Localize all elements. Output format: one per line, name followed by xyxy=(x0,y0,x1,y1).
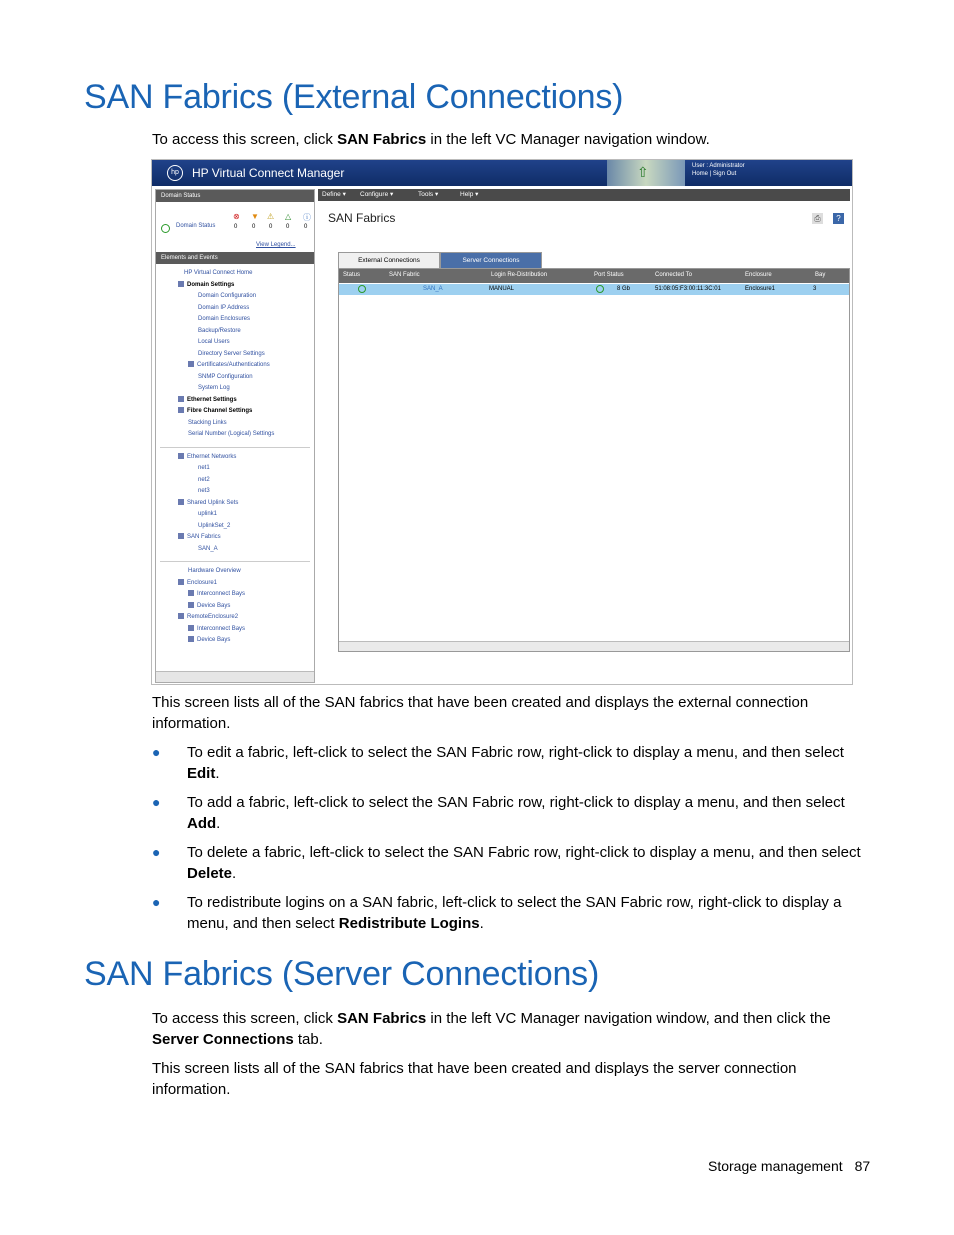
bullet-text: To add a fabric, left-click to select the SAN Fabric row, right-click to display a menu, and then select xyxy=(187,794,845,811)
user-name: User : Administrator xyxy=(692,163,745,169)
major-icon: ▼ xyxy=(251,212,259,221)
banner-graphic xyxy=(607,160,685,186)
main-content xyxy=(318,189,850,681)
tree-item[interactable] xyxy=(156,544,314,556)
tree-item[interactable] xyxy=(156,635,314,647)
tab-server-connections[interactable]: Server Connections xyxy=(440,252,542,268)
tree-item[interactable] xyxy=(156,532,314,544)
tab-external-connections[interactable]: External Connections xyxy=(338,252,440,268)
expand-toggle-icon[interactable] xyxy=(178,281,184,287)
tree-item[interactable] xyxy=(156,395,314,407)
tree-item[interactable] xyxy=(156,452,314,464)
status-count: 0 xyxy=(269,224,273,230)
tree-item-label: net3 xyxy=(198,488,210,494)
tree-separator xyxy=(160,557,310,562)
hp-logo-icon: hp xyxy=(167,165,183,181)
expand-toggle-icon[interactable] xyxy=(178,396,184,402)
ok-status-icon xyxy=(161,224,170,233)
bullet-bold: Edit xyxy=(187,765,216,782)
external-intro xyxy=(152,129,867,150)
tree-item-label: Domain Configuration xyxy=(198,293,257,299)
tree-item[interactable] xyxy=(156,429,314,441)
table-horizontal-scrollbar[interactable] xyxy=(339,641,849,651)
tree-item[interactable] xyxy=(156,303,314,315)
footer-section: Storage management xyxy=(708,1158,843,1174)
tree-item-label: Domain IP Address xyxy=(198,304,250,311)
tree-item-label: UplinkSet_2 xyxy=(198,522,231,529)
tree-item[interactable] xyxy=(156,624,314,636)
login-redistribution-cell: MANUAL xyxy=(489,286,515,292)
view-legend-link[interactable]: View Legend... xyxy=(256,242,296,248)
bullet-text: . xyxy=(479,915,484,932)
expand-toggle-icon[interactable] xyxy=(188,590,194,596)
tree-item[interactable] xyxy=(156,383,314,395)
page-footer xyxy=(708,1158,870,1174)
app-titlebar xyxy=(152,160,852,186)
domain-status-link[interactable]: Domain Status xyxy=(176,223,216,229)
bullet-item xyxy=(152,792,867,834)
tree-item-label: net2 xyxy=(198,476,210,483)
status-count: 0 xyxy=(252,224,256,230)
expand-toggle-icon[interactable] xyxy=(178,453,184,459)
section-heading-external: SAN Fabrics (External Connections) xyxy=(84,78,624,116)
tree-item-label: Domain Settings xyxy=(187,281,235,288)
tree-item-label: SAN Fabrics xyxy=(187,534,221,540)
tree-item-label: Serial Number (Logical) Settings xyxy=(188,431,275,437)
enclosure-cell: Enclosure1 xyxy=(745,286,776,292)
tree-item-label: uplink1 xyxy=(198,511,218,517)
tree-item-label: HP Virtual Connect Home xyxy=(184,270,253,276)
user-info xyxy=(692,162,745,178)
bullet-icon: ● xyxy=(152,794,161,810)
tree-item-label: net1 xyxy=(198,465,210,471)
menu-item[interactable]: Help ▾ xyxy=(460,191,479,198)
elements-events-header-label: Elements and Events xyxy=(161,255,218,261)
bullet-bold: Add xyxy=(187,815,217,832)
tree-item-label: System Log xyxy=(198,385,230,391)
intro-text: in the left VC Manager navigation window, and then click the xyxy=(426,1010,831,1027)
tree-item[interactable] xyxy=(156,418,314,430)
help-icon[interactable]: ? xyxy=(833,213,844,224)
tree-item[interactable] xyxy=(156,601,314,613)
menu-item[interactable]: Tools ▾ xyxy=(418,191,439,198)
tree-separator xyxy=(160,443,310,448)
tree-item-label: Fibre Channel Settings xyxy=(187,408,253,414)
tree-item-label: Local Users xyxy=(198,339,230,345)
vc-manager-screenshot xyxy=(151,159,853,685)
server-intro xyxy=(152,1008,867,1050)
tree-item[interactable] xyxy=(156,372,314,384)
navigation-tree xyxy=(156,264,314,647)
port-ok-icon xyxy=(596,285,604,293)
tree-item[interactable] xyxy=(156,566,314,578)
bullet-icon: ● xyxy=(152,844,161,860)
tree-item-label: SAN_A xyxy=(198,545,218,552)
port-speed-cell: 8 Gb xyxy=(617,286,631,292)
page-number: 87 xyxy=(854,1158,871,1174)
info-icon: ⓘ xyxy=(303,213,311,222)
tree-item-label: Ethernet Settings xyxy=(187,396,237,403)
bullet-bold: Delete xyxy=(187,865,233,882)
expand-toggle-icon[interactable] xyxy=(188,636,194,642)
bullet-text: . xyxy=(216,815,221,832)
column-header[interactable]: Connected To xyxy=(655,272,692,278)
bullet-text: To delete a fabric, left-click to select the SAN Fabric row, right-click to display a menu, and then select xyxy=(187,844,861,861)
tree-item-label: Domain Enclosures xyxy=(198,316,251,322)
tree-item[interactable] xyxy=(156,337,314,349)
print-icon[interactable]: ⎙ xyxy=(812,213,823,224)
bullet-text: . xyxy=(232,865,237,882)
column-header[interactable]: Login Re-Distribution xyxy=(491,272,548,278)
bullet-icon: ● xyxy=(152,894,161,910)
bullet-text: To redistribute logins on a SAN fabric, left-click to select the SAN Fabric row, right-click to display a menu, and then select xyxy=(187,894,842,932)
expand-toggle-icon[interactable] xyxy=(178,407,184,413)
column-header[interactable]: Bay xyxy=(815,272,826,278)
tree-item-label: Device Bays xyxy=(197,602,231,609)
elements-events-header xyxy=(156,252,314,264)
domain-status-box xyxy=(156,202,314,252)
ok-status-icon xyxy=(358,285,366,293)
expand-toggle-icon[interactable] xyxy=(188,602,194,608)
bullet-bold: Redistribute Logins xyxy=(338,915,480,932)
expand-toggle-icon[interactable] xyxy=(178,533,184,539)
tree-item-label: Ethernet Networks xyxy=(187,453,237,460)
bullet-icon: ● xyxy=(152,744,161,760)
bullet-item xyxy=(152,742,867,784)
page-tools xyxy=(802,213,844,224)
intro-text: To access this screen, click xyxy=(152,131,338,148)
column-header[interactable]: SAN Fabric xyxy=(389,272,420,278)
bullet-text: . xyxy=(215,765,220,782)
tree-item[interactable] xyxy=(156,589,314,601)
tree-item[interactable] xyxy=(156,406,314,418)
domain-status-header-label: Domain Status xyxy=(161,193,201,199)
bullet-text: To edit a fabric, left-click to select the SAN Fabric row, right-click to display a menu, and then select xyxy=(187,744,844,761)
menu-bar xyxy=(318,189,850,201)
tree-item[interactable] xyxy=(156,498,314,510)
bullet-item xyxy=(152,892,867,934)
tree-item-label: Interconnect Bays xyxy=(197,591,246,597)
san-fabric-table xyxy=(338,268,850,652)
section-heading-server: SAN Fabrics (Server Connections) xyxy=(84,955,600,993)
intro-bold: Server Connections xyxy=(152,1031,294,1048)
tree-item-label: Enclosure1 xyxy=(187,579,218,586)
tree-item[interactable] xyxy=(156,360,314,372)
expand-toggle-icon[interactable] xyxy=(188,625,194,631)
intro-text: in the left VC Manager navigation window. xyxy=(426,131,710,148)
bullet-item xyxy=(152,842,867,884)
expand-toggle-icon[interactable] xyxy=(188,361,194,367)
tree-item-label: SNMP Configuration xyxy=(198,373,253,380)
tree-item[interactable] xyxy=(156,509,314,521)
tree-item[interactable] xyxy=(156,486,314,498)
tree-item[interactable] xyxy=(156,349,314,361)
user-links[interactable]: Home | Sign Out xyxy=(692,171,737,177)
table-header xyxy=(339,269,849,283)
expand-toggle-icon[interactable] xyxy=(178,499,184,505)
tree-item[interactable] xyxy=(156,326,314,338)
tree-item[interactable] xyxy=(156,280,314,292)
tree-item-label: Stacking Links xyxy=(188,419,227,426)
page-title: SAN Fabrics xyxy=(328,211,396,225)
tree-item[interactable] xyxy=(156,463,314,475)
expand-toggle-icon[interactable] xyxy=(178,613,184,619)
san-fabric-cell[interactable]: SAN_A xyxy=(423,286,443,292)
connected-to-cell: 51:08:05:F3:00:11:3C:01 xyxy=(655,286,721,292)
tree-item-label: Interconnect Bays xyxy=(197,625,246,632)
home-arrow-icon: ⇧ xyxy=(637,164,649,180)
tree-item[interactable] xyxy=(156,578,314,590)
column-header[interactable]: Status xyxy=(343,272,361,278)
left-navigation-panel xyxy=(155,189,315,683)
domain-status-header xyxy=(156,190,314,202)
intro-text: To access this screen, click xyxy=(152,1010,338,1027)
tree-item[interactable] xyxy=(156,521,314,533)
tree-item-label: RemoteEnclosure2 xyxy=(187,614,239,620)
tree-item-label: Device Bays xyxy=(197,637,231,643)
left-panel-scrollbar[interactable] xyxy=(156,671,314,682)
tree-item[interactable] xyxy=(156,291,314,303)
tree-item-label: Backup/Restore xyxy=(198,327,241,334)
column-header[interactable]: Enclosure xyxy=(745,272,772,278)
intro-text: tab. xyxy=(293,1031,323,1048)
tree-item-label: Certificates/Authentications xyxy=(197,362,270,368)
menu-item[interactable]: Configure ▾ xyxy=(360,191,394,198)
tree-item[interactable] xyxy=(156,612,314,624)
tree-item-label: Hardware Overview xyxy=(188,568,241,574)
intro-bold: SAN Fabrics xyxy=(337,131,427,148)
bay-cell: 3 xyxy=(813,286,817,292)
critical-icon: ⊗ xyxy=(233,212,240,221)
tree-item-label: Directory Server Settings xyxy=(198,350,265,357)
minor-icon: ⚠ xyxy=(267,212,275,221)
tree-item[interactable] xyxy=(156,314,314,326)
expand-toggle-icon[interactable] xyxy=(178,579,184,585)
warning-icon: △ xyxy=(285,212,292,221)
table-row[interactable] xyxy=(339,284,849,295)
tree-item-label: Shared Uplink Sets xyxy=(187,499,239,506)
status-count: 0 xyxy=(234,224,238,230)
tree-item[interactable] xyxy=(156,475,314,487)
status-count: 0 xyxy=(304,224,308,230)
server-description: This screen lists all of the SAN fabrics that have been created and displays the server connection information. xyxy=(152,1060,797,1098)
tree-item[interactable] xyxy=(156,268,314,280)
app-title: HP Virtual Connect Manager xyxy=(192,166,345,180)
menu-item[interactable]: Define ▾ xyxy=(322,191,346,198)
bullet-list xyxy=(152,742,867,942)
external-description: This screen lists all of the SAN fabrics that have been created and displays the external connection information. xyxy=(152,694,809,732)
intro-bold: SAN Fabrics xyxy=(337,1010,427,1027)
column-header[interactable]: Port Status xyxy=(594,272,624,278)
status-count: 0 xyxy=(286,224,290,230)
